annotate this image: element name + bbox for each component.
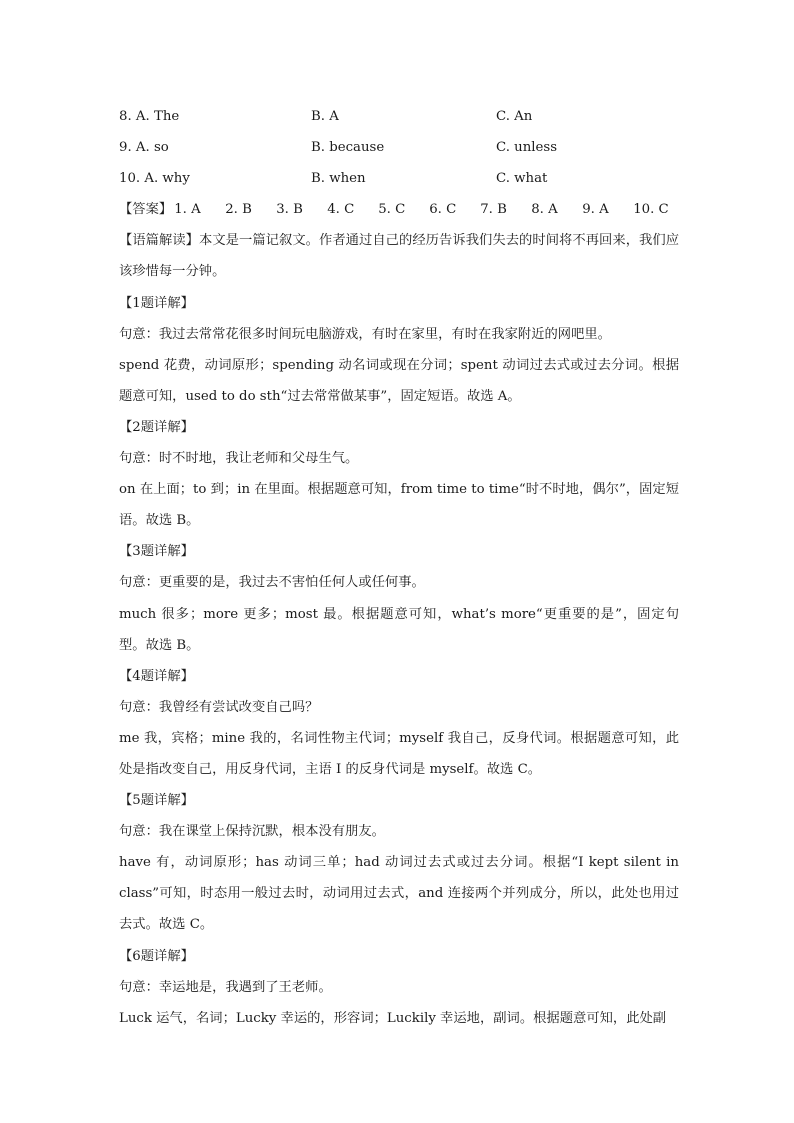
section-meaning: 句意：更重要的是，我过去不害怕任何人或任何事。 bbox=[119, 575, 425, 591]
section-heading: 【6题详解】 bbox=[119, 948, 194, 964]
section-explain: much 很多；more 更多；most 最。根据题意可知，what’s more“更重要的是”，固定句型。故选 B。 bbox=[119, 606, 679, 653]
answer-item: 6. C bbox=[429, 202, 457, 218]
section-meaning: 句意：我曾经有尝试改变自己吗？ bbox=[119, 699, 319, 715]
option-a: 10. A. why bbox=[119, 171, 190, 187]
answer-item: 5. C bbox=[378, 202, 406, 218]
answer-item: 10. C bbox=[633, 202, 669, 218]
section-1 bbox=[119, 288, 679, 412]
section-meaning: 句意：我过去常常花很多时间玩电脑游戏，有时在家里，有时在我家附近的网吧里。 bbox=[119, 326, 611, 342]
section-heading: 【4题详解】 bbox=[119, 668, 194, 684]
section-6 bbox=[119, 941, 679, 1034]
option-row-10 bbox=[119, 163, 679, 194]
document-page bbox=[119, 101, 679, 1034]
answer-item: 3. B bbox=[276, 202, 303, 218]
section-2 bbox=[119, 412, 679, 536]
section-heading: 【1题详解】 bbox=[119, 295, 194, 311]
option-c: C. unless bbox=[496, 140, 558, 156]
answer-item: 9. A bbox=[582, 202, 609, 218]
answer-item: 4. C bbox=[327, 202, 355, 218]
section-3 bbox=[119, 536, 679, 660]
option-row-9 bbox=[119, 132, 679, 163]
section-explain: spend 花费，动词原形；spending 动名词或现在分词；spent 动词过去式或过去分词。根据题意可知，used to do sth“过去常常做某事”，固定短语。故选 A。 bbox=[119, 357, 679, 404]
section-meaning: 句意：时不时地，我让老师和父母生气。 bbox=[119, 451, 359, 467]
section-4 bbox=[119, 661, 679, 785]
answer-item: 7. B bbox=[480, 202, 507, 218]
reading-summary: 【语篇解读】本文是一篇记叙文。作者通过自己的经历告诉我们失去的时间将不再回来，我们应该珍惜每一分钟。 bbox=[119, 233, 679, 280]
option-b: B. A bbox=[311, 109, 339, 124]
answer-item: 1. A bbox=[174, 202, 201, 218]
section-meaning: 句意：我在课堂上保持沉默，根本没有朋友。 bbox=[119, 824, 385, 840]
answer-key bbox=[119, 194, 679, 225]
option-row-8 bbox=[119, 101, 679, 132]
section-explain: me 我，宾格；mine 我的，名词性物主代词；myself 我自己，反身代词。根据题意可知，此处是指改变自己，用反身代词，主语 I 的反身代词是 myself。故选 C。 bbox=[119, 730, 679, 777]
section-heading: 【2题详解】 bbox=[119, 419, 194, 435]
option-c: C. what bbox=[496, 171, 548, 187]
option-a: 8. A. The bbox=[119, 109, 180, 124]
section-meaning: 句意：幸运地是，我遇到了王老师。 bbox=[119, 979, 332, 995]
answer-item: 2. B bbox=[225, 202, 252, 218]
option-a: 9. A. so bbox=[119, 140, 169, 156]
option-c: C. An bbox=[496, 109, 533, 124]
option-b: B. because bbox=[311, 140, 385, 156]
section-5 bbox=[119, 785, 679, 940]
option-b: B. when bbox=[311, 171, 366, 187]
section-explain: on 在上面；to 到；in 在里面。根据题意可知，from time to time“时不时地，偶尔”，固定短语。故选 B。 bbox=[119, 482, 679, 529]
section-explain: Luck 运气，名词；Lucky 幸运的，形容词；Luckily 幸运地，副词。根据题意可知，此处副 bbox=[119, 1010, 667, 1026]
answer-item: 8. A bbox=[531, 202, 558, 218]
section-explain: have 有，动词原形；has 动词三单；had 动词过去式或过去分词。根据“I kept silent in class”可知，时态用一般过去时，动词用过去式，and 连接两个并列成分，所以，此处也用过去式。故选 C。 bbox=[119, 855, 679, 933]
answer-label: 【答案】 bbox=[119, 202, 173, 218]
section-heading: 【3题详解】 bbox=[119, 544, 194, 560]
section-heading: 【5题详解】 bbox=[119, 793, 194, 809]
